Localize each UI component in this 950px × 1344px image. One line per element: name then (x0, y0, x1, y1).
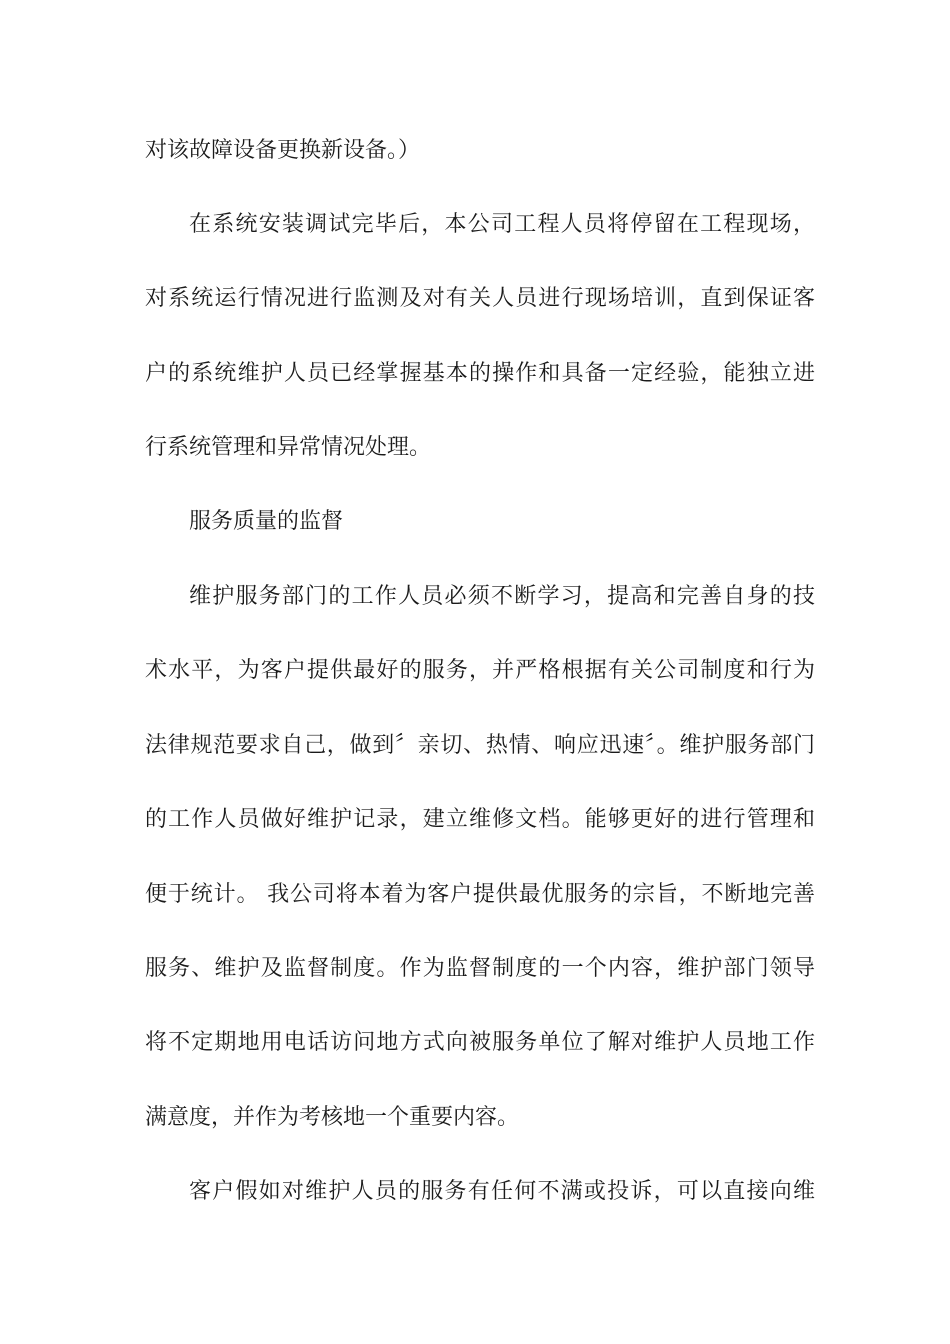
text-line-3: 对系统运行情况进行监测及对有关人员进行现场培训，直到保证客 (145, 286, 815, 311)
text-line-4: 户的系统维护人员已经掌握基本的操作和具备一定经验，能独立进 (145, 361, 815, 386)
text-line-13: 将不定期地用电话访问地方式向被服务单位了解对维护人员地工作 (145, 1030, 815, 1055)
text-line-14: 满意度，并作为考核地一个重要内容。 (145, 1105, 520, 1130)
text-line-12: 服务、维护及监督制度。作为监督制度的一个内容，维护部门领导 (145, 956, 815, 981)
text-line-2: 在系统安装调试完毕后，本公司工程人员将停留在工程现场， (189, 212, 815, 237)
text-line-10: 的工作人员做好维护记录，建立维修文档。能够更好的进行管理和 (145, 807, 815, 832)
text-line-11: 便于统计。 我公司将本着为客户提供最优服务的宗旨，不断地完善 (145, 882, 815, 907)
text-line-5: 行系统管理和异常情况处理。 (145, 435, 432, 460)
text-line-7: 维护服务部门的工作人员必须不断学习，提高和完善自身的技 (189, 584, 815, 609)
section-heading: 服务质量的监督 (189, 509, 344, 534)
text-line-15: 客户假如对维护人员的服务有任何不满或投诉，可以直接向维 (189, 1179, 815, 1204)
text-line-9: 法律规范要求自己，做到〞亲切、热情、响应迅速〞。维护服务部门 (145, 733, 815, 758)
text-line-8: 术水平，为客户提供最好的服务，并严格根据有关公司制度和行为 (145, 658, 815, 683)
text-line-1: 对该故障设备更换新设备。） (145, 138, 421, 163)
